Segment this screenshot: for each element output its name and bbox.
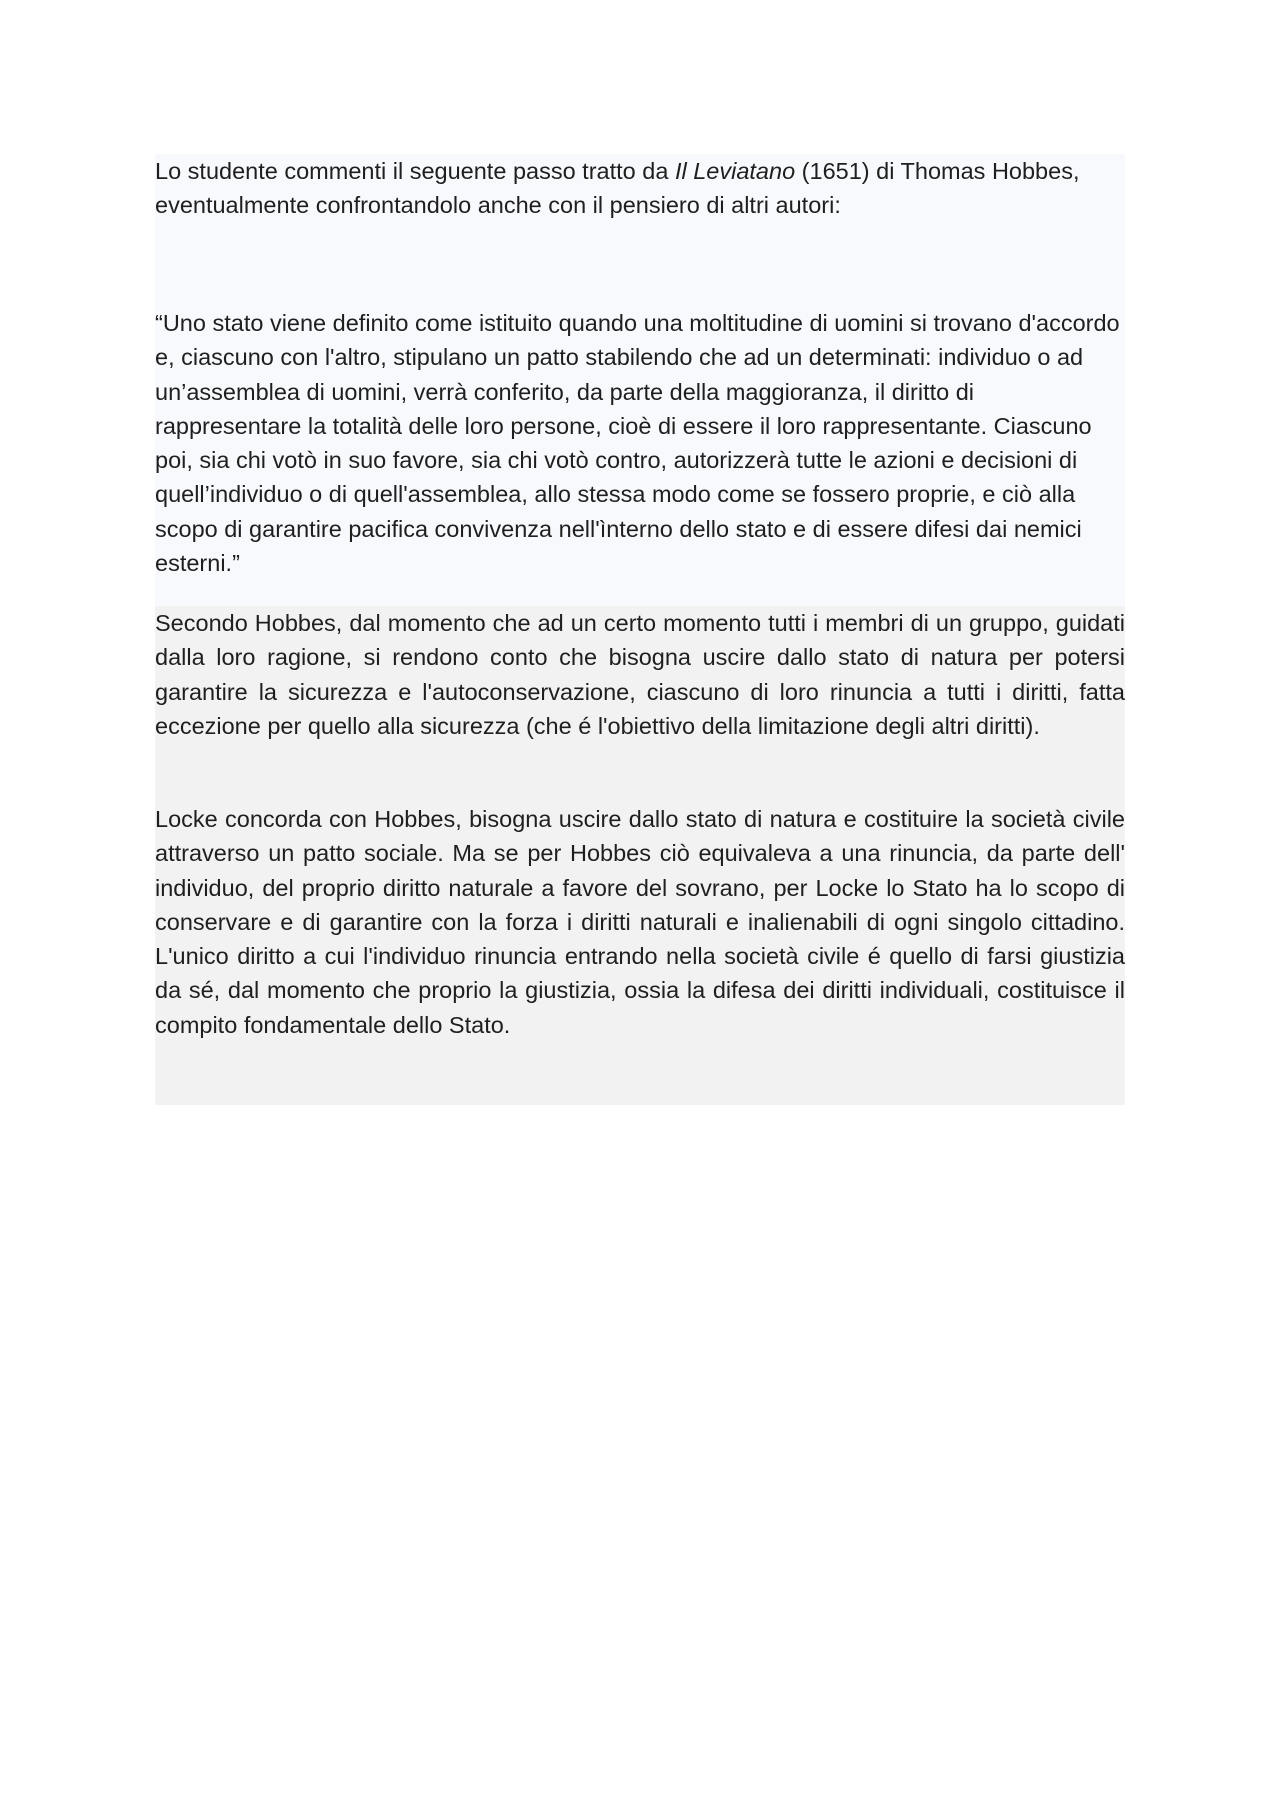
prompt-text-end: (1651) di Thomas Hobbes, eventualmente confrontandolo anche con il pensiero di altri autori: xyxy=(155,158,1080,219)
hobbes-paragraph: Secondo Hobbes, dal momento che ad un certo momento tutti i membri di un gruppo, guidati dalla loro ragione, si rendono conto che bisogna uscire dallo stato di natura per potersi garantire la sicurezza e l'autoconservazione, ciascuno di loro rinuncia a tutti i diritti, fatta eccezione per quello alla sicurezza (che é l'obiettivo della limitazione degli altri diritti). xyxy=(155,610,1125,739)
work-title: Il Leviatano xyxy=(674,158,796,184)
assignment-prompt xyxy=(155,154,1125,223)
assignment-block xyxy=(155,154,1125,606)
leviathan-quote: “Uno stato viene definito come istituito quando una moltitudine di uomini si trovano d'accordo e, ciascuno con l'altro, stipulano un patto stabilendo che ad un determinati: individuo o ad un’assemblea di uomini, verrà conferito, da parte della maggioranza, il diritto di rappresentare la totalità delle loro persone, cioè di essere il loro rappresentante. Ciascuno poi, sia chi votò in suo favore, sia chi votò contro, autorizzerà tutte le azioni e decisioni di quell’individuo o di quell'assemblea, allo stessa modo come se fossero proprie, e ciò alla scopo di garantire pacifica convivenza nell'ìnterno dello stato e di essere difesi dai nemici esterni.” xyxy=(155,310,1120,577)
prompt-text-start: Lo studente commenti il seguente passo tratto da xyxy=(155,158,675,184)
analysis-block xyxy=(155,606,1125,1105)
locke-paragraph: Locke concorda con Hobbes, bisogna uscire dallo stato di natura e costituire la società civile attraverso un patto sociale. Ma se per Hobbes ciò equivaleva a una rinuncia, da parte dell' individuo, del proprio diritto naturale a favore del sovrano, per Locke lo Stato ha lo scopo di conservare e di garantire con la forza i diritti naturali e inalienabili di ogni singolo cittadino. L'unico diritto a cui l'individuo rinuncia entrando nella società civile é quello di farsi giustizia da sé, dal momento che proprio la giustizia, ossia la difesa dei diritti individuali, costituisce il compito fondamentale dello Stato. xyxy=(155,806,1125,1038)
